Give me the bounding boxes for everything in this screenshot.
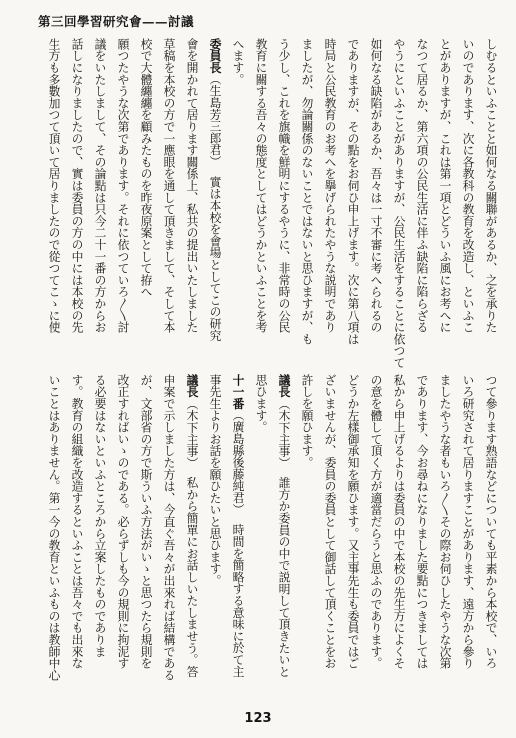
column-text: 誰方か委員の中で説明して頂きたいと [277, 476, 291, 678]
speaker-label: 十一番 [231, 374, 245, 410]
text-column: とがありますが、これは第一項とどういふ風にお考へに [438, 38, 452, 333]
text-column: す。教育の組織を改造するといふことは吾々でも出來な [70, 374, 84, 669]
text-column: 申案で示しました方は、今直ぐ吾々が出來れば結構である [162, 374, 176, 681]
speaker-label: 委員長 [208, 38, 222, 74]
column-text: 私から簡單にお話しいたしませう。答 [185, 476, 199, 678]
speaker-name: （廣島縣後藤純君） [231, 409, 245, 516]
text-column: しむるといふことと如何なる關聯があるか、之を承りた [484, 38, 498, 333]
text-column: の意を體して頂く方が適當だらうと思ふのであります。 [369, 374, 383, 669]
text-column: いのであります、次に各教科の教育を改造し、といふこ [461, 38, 475, 333]
text-column: やうにといふことがありますが、公民生活をすることに依つて [392, 38, 406, 369]
text-column: 事先生よりお話を願ひたいと思ひます。 [208, 374, 222, 587]
text-column: ましたやうな者もいろ〳〵その際お伺ひしたやうな次第 [438, 374, 452, 669]
text-column: う少し、これを旗幟を鮮明にするやうに、非常時の公民 [277, 38, 291, 333]
text-column: 議をいたしまして、その論點は只今二十一番の方からお [93, 38, 107, 333]
text-column: 校で大體纏纏を顧みたものを昨夜原案として拵へ [139, 38, 153, 298]
text-column: 會を開かれて居ります關係上、私共の提出いたしました [185, 38, 199, 333]
column-text: 時間を簡略する意味に於て主 [231, 523, 245, 678]
speaker-column [180, 374, 203, 706]
page-number: 123 [244, 711, 272, 726]
text-column: 教育に關する吾々の態度としてはどうかといふことを考 [254, 38, 268, 333]
text-column: 願つたやうな次第であります。それに依つていろ〳〵討 [116, 38, 130, 333]
speaker-name: （生島芳三郎君） [208, 73, 222, 168]
text-column: 時局と公民教育のお考へを擧げられたやうな説明であり [323, 38, 337, 333]
text-column: なつて居るか、第六項の公民生活に伴ふ缺陷に陷らざる [415, 38, 429, 333]
text-column: へます。 [231, 38, 245, 86]
speaker-name: （木下主事） [185, 397, 199, 469]
text-column: いことはありません。第一今の教育といふものは教師中心 [47, 374, 61, 681]
column-text: 實は本校を會場としてこの研究 [208, 176, 222, 342]
text-column: いろ研究されて居りますことがあります、遠方から參り [461, 374, 475, 669]
text-column: が、文部省の方で斯ういふ方法がいゝと思つたら規則を [139, 374, 153, 669]
text-column: 思ひます。 [254, 374, 268, 433]
speaker-name: （木下主事） [277, 397, 291, 469]
running-header: 第三回學習研究會——討議 [38, 14, 195, 29]
speaker-label: 議長 [185, 374, 199, 398]
text-column: る必要はないといふところから立案したものでありま [93, 374, 107, 658]
text-column: でありますが、その點をお伺ひ申上げます。次に第八項は [346, 38, 360, 345]
text-column: 改正すればいゝのである。必らずしも今の規則に拘泥す [116, 374, 130, 669]
speaker-column [203, 38, 226, 370]
text-column: ましたが、勿論關係のないことではないと思ひますが、も [300, 38, 314, 345]
text-column: であります、今お尋ねになりました要點につきましては [415, 374, 429, 669]
text-column: 生方も多數加つて頂いて居りましたので從つてこゝに使 [47, 38, 61, 333]
text-column: 私から申上げるよりは委員の中で本校の先生方によくそ [392, 374, 406, 669]
speaker-label: 議長 [277, 374, 291, 398]
text-column: 如何なる缺陷があるか、吾々は一寸不審に考へられるの [369, 38, 383, 333]
lower-text-block [42, 374, 502, 706]
text-column: 許しを願ひます。 [300, 374, 314, 469]
speaker-column [272, 374, 295, 706]
text-column: 話しになりましたので、實は委員の方の中には本校の先 [70, 38, 84, 333]
text-column: どうか左樣御承知を願ひます。又主事先生も委員ではご [346, 374, 360, 669]
speaker-column [226, 374, 249, 706]
text-column: つて參ります熟語などについても平素から本校で、いろ [484, 374, 498, 669]
text-column: 草稿を本校の方で一應眼を通して頂きまして、そして本 [162, 38, 176, 333]
text-column: ざいませんが、委員の委員として御話して頂くことをお [323, 374, 337, 669]
upper-text-block [42, 38, 502, 370]
